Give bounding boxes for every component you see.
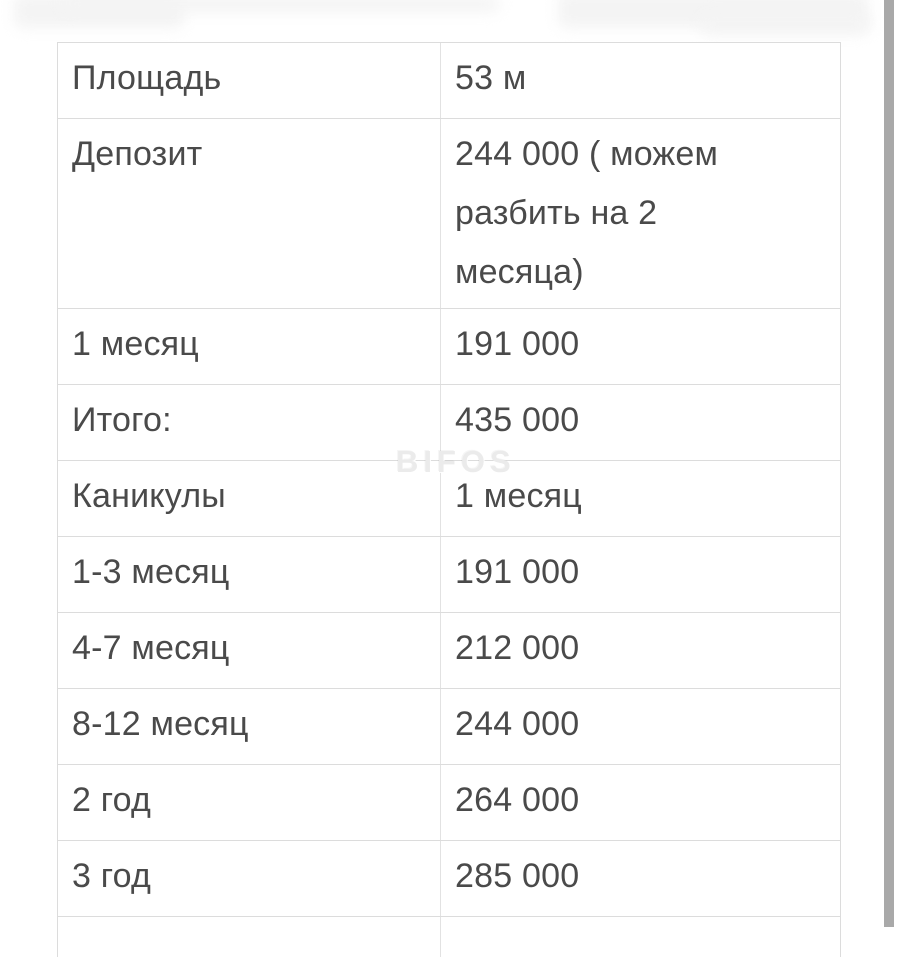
row-label: 8-12 месяц [72,705,249,743]
row-label: Депозит [72,135,203,173]
row-value-cell [441,309,840,384]
row-label: Каникулы [72,477,226,515]
row-label-cell [58,537,441,612]
row-value-cell [441,841,840,916]
row-label-cell [58,461,441,536]
row-label: 3 год [72,857,152,895]
row-label: 1-3 месяц [72,553,230,591]
blur-artifact [700,14,870,34]
row-label: Площадь [72,59,222,97]
row-label-cell [58,119,441,308]
row-label-cell [58,309,441,384]
row-label-cell [58,43,441,118]
row-value-cell [441,43,840,118]
row-value-cell [441,119,840,308]
blur-artifact [60,0,500,12]
row-label: 2 год [72,781,152,819]
row-value: 1 месяц [455,477,582,515]
row-value: 244 000 [455,705,580,743]
table-row [58,841,840,917]
table-row [58,385,840,461]
row-label-cell [58,765,441,840]
table-row [58,43,840,119]
row-value: 285 000 [455,857,580,895]
table-row [58,613,840,689]
row-value-cell [441,765,840,840]
pricing-table [57,42,841,957]
row-label-cell [58,841,441,916]
table-row [58,461,840,537]
row-label: Итого: [72,401,172,439]
table-row [58,765,840,841]
row-value: 191 000 [455,553,580,591]
scrollbar-thumb[interactable] [884,0,894,927]
row-value: 191 000 [455,325,580,363]
watermark: BIFOS [396,444,516,479]
row-label-cell [58,385,441,460]
row-value-cell [441,689,840,764]
row-value: 244 000 ( можем разбить на 2 месяца) [455,135,719,291]
row-label-cell [58,689,441,764]
table-row [58,309,840,385]
row-value: 212 000 [455,629,580,667]
row-value: 435 000 [455,401,580,439]
row-value-cell [441,613,840,688]
row-value: 53 м [455,59,527,97]
row-label-cell [58,917,441,957]
row-label: 1 месяц [72,325,199,363]
row-value-cell [441,537,840,612]
table-row [58,689,840,765]
row-value: 264 000 [455,781,580,819]
row-value-cell [441,385,840,460]
table-row [58,917,840,957]
table-row [58,119,840,309]
row-label: 4-7 месяц [72,629,230,667]
row-value-cell [441,917,840,957]
row-value-cell [441,461,840,536]
table-row [58,537,840,613]
row-label-cell [58,613,441,688]
